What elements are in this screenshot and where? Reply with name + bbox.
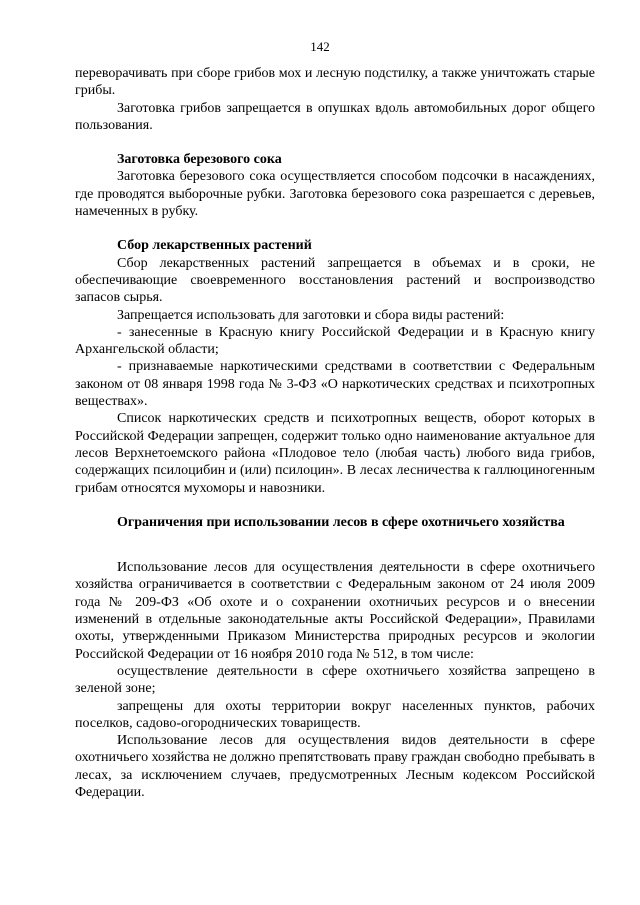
paragraph: Использование лесов для осуществления видов деятельности в сфере охотничьего хозяйства не должно препятствовать праву граждан свободно пребывать в лесах, за исключением случаев, предусмотренных Лесным кодексом Российской Федерации. — [75, 733, 595, 800]
paragraph: Использование лесов для осуществления деятельности в сфере охотничьего хозяйства ограничивается в соответствии с Федеральным законом от 24 июля 2009 года № 209-ФЗ «Об охоте и о сохранении охотничьих ресурсов и о внесении изменений в отдельные законодательные акты Российской Федерации», Правилами охоты, утвержденными Приказом Министерства природных ресурсов и экологии Российской Федерации от 16 ноября 2010 года № 512, в том числе: — [75, 560, 595, 662]
paragraph: запрещены для охоты территории вокруг населенных пунктов, рабочих поселков, садово-огороднических товариществ. — [75, 698, 595, 731]
section-heading-hunting: Ограничения при использовании лесов в сфере охотничьего хозяйства — [117, 514, 565, 530]
page-number: 142 — [310, 39, 330, 54]
paragraph: Заготовка березового сока осуществляется способом подсочки в насаждениях, где проводятся выборочные рубки. Заготовка березового сока разрешается с деревьев, намеченных в рубку. — [75, 169, 595, 220]
paragraph: Список наркотических средств и психотропных веществ, оборот которых в Российской Федерации запрещен, содержит только одно наименование актуальное для лесов Верхнетоемского района «Плодовое тело (любая часть) любого вида грибов, содержащих псилоцибин и (или) псилоцин». В лесах лесничества к галлюциногенным грибам относятся мухоморы и навозники. — [75, 411, 595, 496]
paragraph: Сбор лекарственных растений запрещается в объемах и в сроки, не обеспечивающие своевременного восстановления растений и воспроизводство запасов сырья. — [75, 255, 595, 306]
list-item: - признаваемые наркотическими средствами в соответствии с Федеральным законом от 08 января 1998 года № 3-ФЗ «О наркотических средствах и психотропных веществах». — [75, 359, 595, 410]
paragraph: Заготовка грибов запрещается в опушках вдоль автомобильных дорог общего пользования. — [75, 100, 595, 133]
paragraph: осуществление деятельности в сфере охотничьего хозяйства запрещено в зеленой зоне; — [75, 663, 595, 697]
document-body — [75, 65, 595, 801]
paragraph: переворачивать при сборе грибов мох и лесную подстилку, а также уничтожать старые грибы. — [75, 66, 595, 99]
section-heading-birch-sap: Заготовка березового сока — [117, 152, 282, 168]
list-item: - занесенные в Красную книгу Российской Федерации и в Красную книгу Архангельской области; — [75, 324, 595, 358]
section-heading-medicinal-plants: Сбор лекарственных растений — [117, 238, 312, 254]
paragraph: Запрещается использовать для заготовки и сбора виды растений: — [117, 307, 505, 323]
